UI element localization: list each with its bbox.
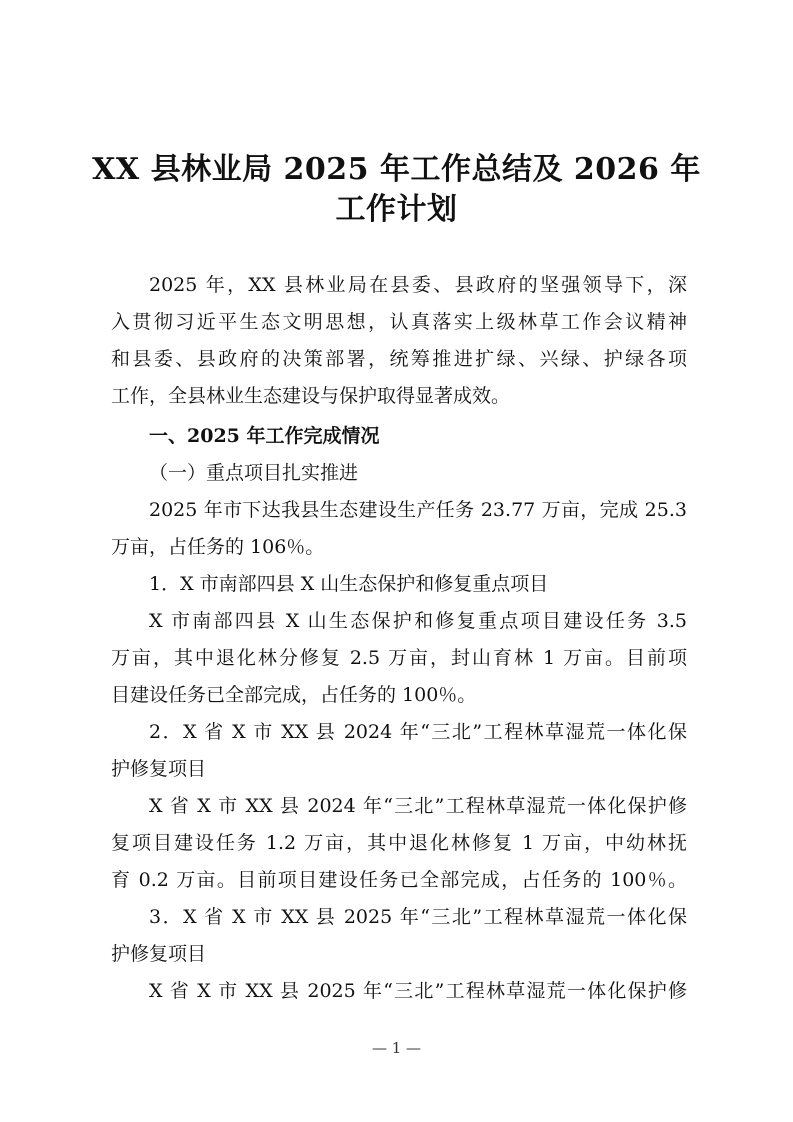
subsection-heading: （一）重点项目扎实推进 <box>149 462 359 484</box>
page-number: — 1 — <box>371 1039 422 1057</box>
paragraph-line: 复项目建设任务 1.2 万亩，其中退化林修复 1 万亩，中幼林抚 <box>111 832 687 854</box>
item-heading: 护修复项目 <box>111 758 207 780</box>
paragraph-line: X 省 X 市 XX 县 2024 年“三北”工程林草湿荒一体化保护修 <box>149 795 687 817</box>
paragraph-line: X 省 X 市 XX 县 2025 年“三北”工程林草湿荒一体化保护修 <box>149 980 687 1002</box>
paragraph-line: 和县委、县政府的决策部署，统筹推进扩绿、兴绿、护绿各项 <box>111 348 687 370</box>
section-heading: 一、2025 年工作完成情况 <box>149 425 380 447</box>
paragraph-line: 万亩，占任务的 106％。 <box>111 536 325 558</box>
paragraph-line: 工作，全县林业生态建设与保护取得显著成效。 <box>111 385 511 407</box>
paragraph-line: 育 0.2 万亩。目前项目建设任务已全部完成，占任务的 100％。 <box>111 869 687 891</box>
document-title-line-1: XX 县林业局 2025 年工作总结及 2026 年 <box>92 152 701 187</box>
paragraph-line: 万亩，其中退化林分修复 2.5 万亩，封山育林 1 万亩。目前项 <box>111 647 687 669</box>
paragraph-line: 2025 年，XX 县林业局在县委、县政府的坚强领导下，深 <box>149 274 687 296</box>
item-heading: 2．X 省 X 市 XX 县 2024 年“三北”工程林草湿荒一体化保 <box>149 721 687 743</box>
paragraph-line: 目建设任务已全部完成，占任务的 100％。 <box>111 684 477 706</box>
item-heading: 3．X 省 X 市 XX 县 2025 年“三北”工程林草湿荒一体化保 <box>149 906 687 928</box>
paragraph-line: 2025 年市下达我县生态建设生产任务 23.77 万亩，完成 25.3 <box>149 499 687 521</box>
paragraph-line: 入贯彻习近平生态文明思想，认真落实上级林草工作会议精神 <box>111 311 687 333</box>
paragraph-line: X 市南部四县 X 山生态保护和修复重点项目建设任务 3.5 <box>149 610 687 632</box>
document-title-line-2: 工作计划 <box>335 192 458 227</box>
item-heading: 1．X 市南部四县 X 山生态保护和修复重点项目 <box>149 573 549 595</box>
item-heading: 护修复项目 <box>111 943 207 965</box>
